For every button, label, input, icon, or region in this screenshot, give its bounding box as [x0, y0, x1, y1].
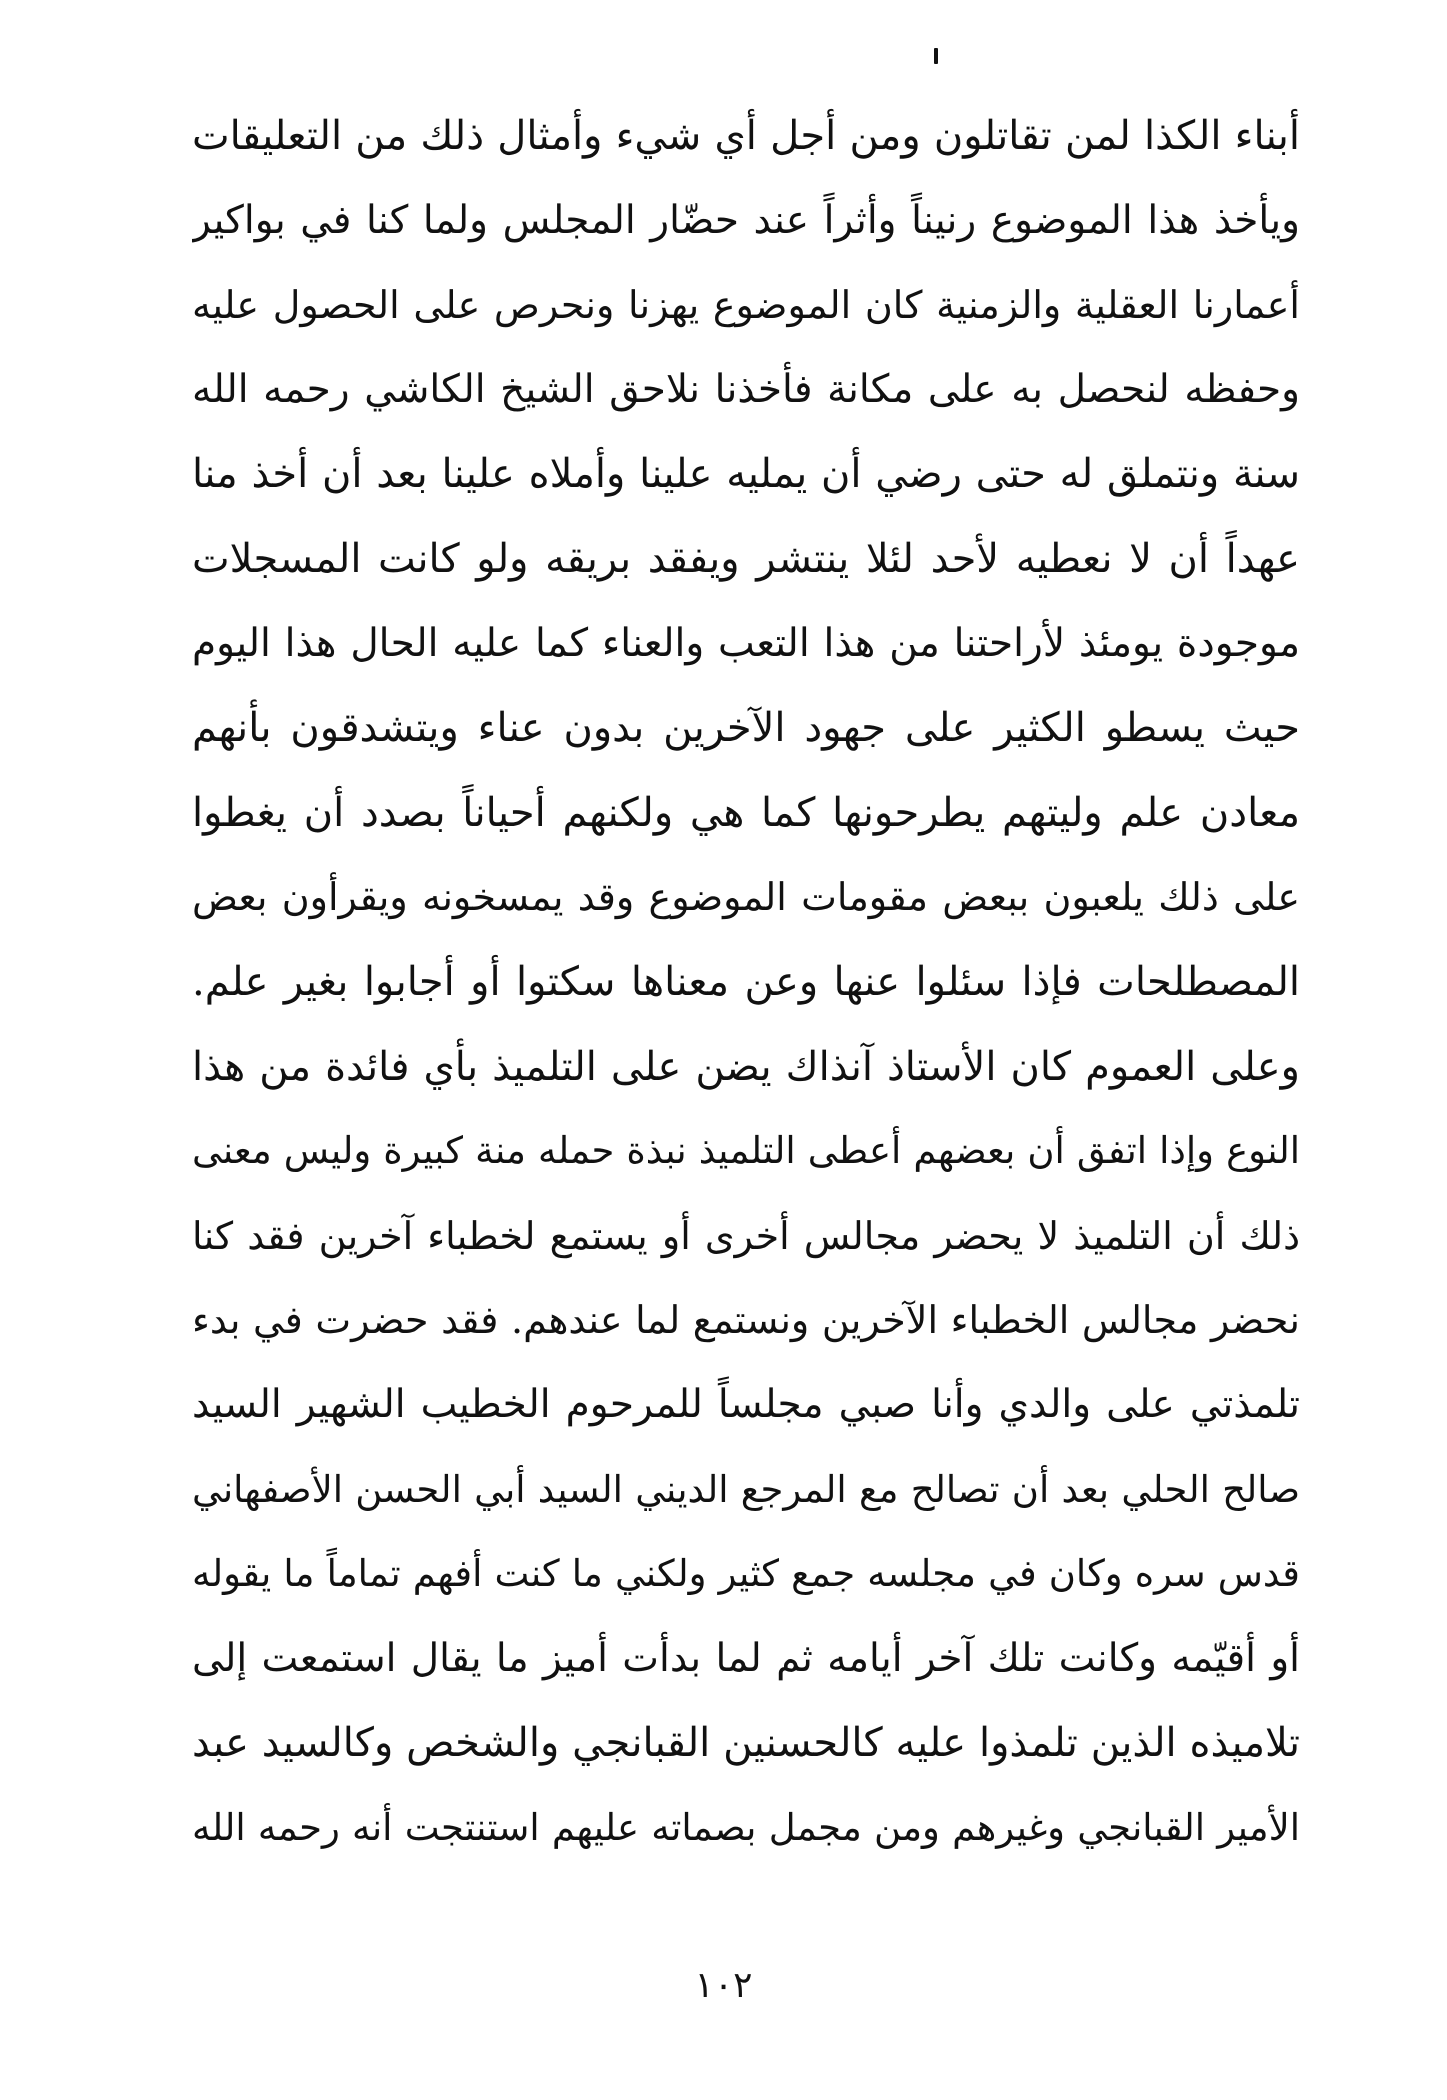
- text-line: أو أقيّمه وكانت تلك آخر أيامه ثم لما بدأت أميز ما يقال استمعت إلى: [192, 1635, 1300, 1681]
- text-line: نحضر مجالس الخطباء الآخرين ونستمع لما عندهم. فقد حضرت في بدء: [192, 1298, 1300, 1343]
- text-line: وحفظه لنحصل به على مكانة فأخذنا نلاحق الشيخ الكاشي رحمه الله: [192, 366, 1300, 412]
- page-number: ١٠٢: [694, 1965, 753, 2006]
- text-line: وعلى العموم كان الأستاذ آنذاك يضن على التلميذ بأي فائدة من هذا: [192, 1043, 1300, 1090]
- text-line: النوع وإذا اتفق أن بعضهم أعطى التلميذ نبذة حمله منة كبيرة وليس معنى: [192, 1129, 1300, 1173]
- text-line: حيث يسطو الكثير على جهود الآخرين بدون عناء ويتشدقون بأنهم: [192, 705, 1300, 752]
- text-line: أبناء الكذا لمن تقاتلون ومن أجل أي شيء وأمثال ذلك من التعليقات: [192, 113, 1300, 159]
- scan-mark: [934, 48, 938, 64]
- body-text: [192, 94, 1300, 1870]
- text-line: قدس سره وكان في مجلسه جمع كثير ولكني ما كنت أفهم تماماً ما يقوله: [192, 1552, 1300, 1596]
- text-line: ذلك أن التلميذ لا يحضر مجالس أخرى أو يستمع لخطباء آخرين فقد كنا: [192, 1213, 1300, 1258]
- text-line: عهداً أن لا نعطيه لأحد لئلا ينتشر ويفقد بريقه ولو كانت المسجلات: [192, 535, 1300, 582]
- text-line: صالح الحلي بعد أن تصالح مع المرجع الديني السيد أبي الحسن الأصفهاني: [192, 1467, 1300, 1511]
- text-line: الأمير القبانجي وغيرهم ومن مجمل بصماته عليهم استنتجت أنه رحمه الله: [192, 1805, 1300, 1849]
- text-line: المصطلحات فإذا سئلوا عنها وعن معناها سكتوا أو أجابوا بغير علم.: [192, 958, 1300, 1005]
- text-line: أعمارنا العقلية والزمنية كان الموضوع يهزنا ونحرص على الحصول عليه: [192, 283, 1300, 328]
- text-line: معادن علم وليتهم يطرحونها كما هي ولكنهم أحياناً بصدد أن يغطوا: [192, 789, 1300, 836]
- text-line: تلاميذه الذين تلمذوا عليه كالحسنين القبانجي والشخص وكالسيد عبد: [192, 1720, 1300, 1767]
- text-line: ويأخذ هذا الموضوع رنيناً وأثراً عند حضّار المجلس ولما كنا في بواكير: [192, 197, 1300, 243]
- text-line: سنة ونتملق له حتى رضي أن يمليه علينا وأملاه علينا بعد أن أخذ منا: [192, 451, 1300, 498]
- text-line: على ذلك يلعبون ببعض مقومات الموضوع وقد يمسخونه ويقرأون بعض: [192, 875, 1300, 920]
- text-line: موجودة يومئذ لأراحتنا من هذا التعب والعناء كما عليه الحال هذا اليوم: [192, 620, 1300, 666]
- text-line: تلمذتي على والدي وأنا صبي مجلساً للمرحوم الخطيب الشهير السيد: [192, 1381, 1300, 1427]
